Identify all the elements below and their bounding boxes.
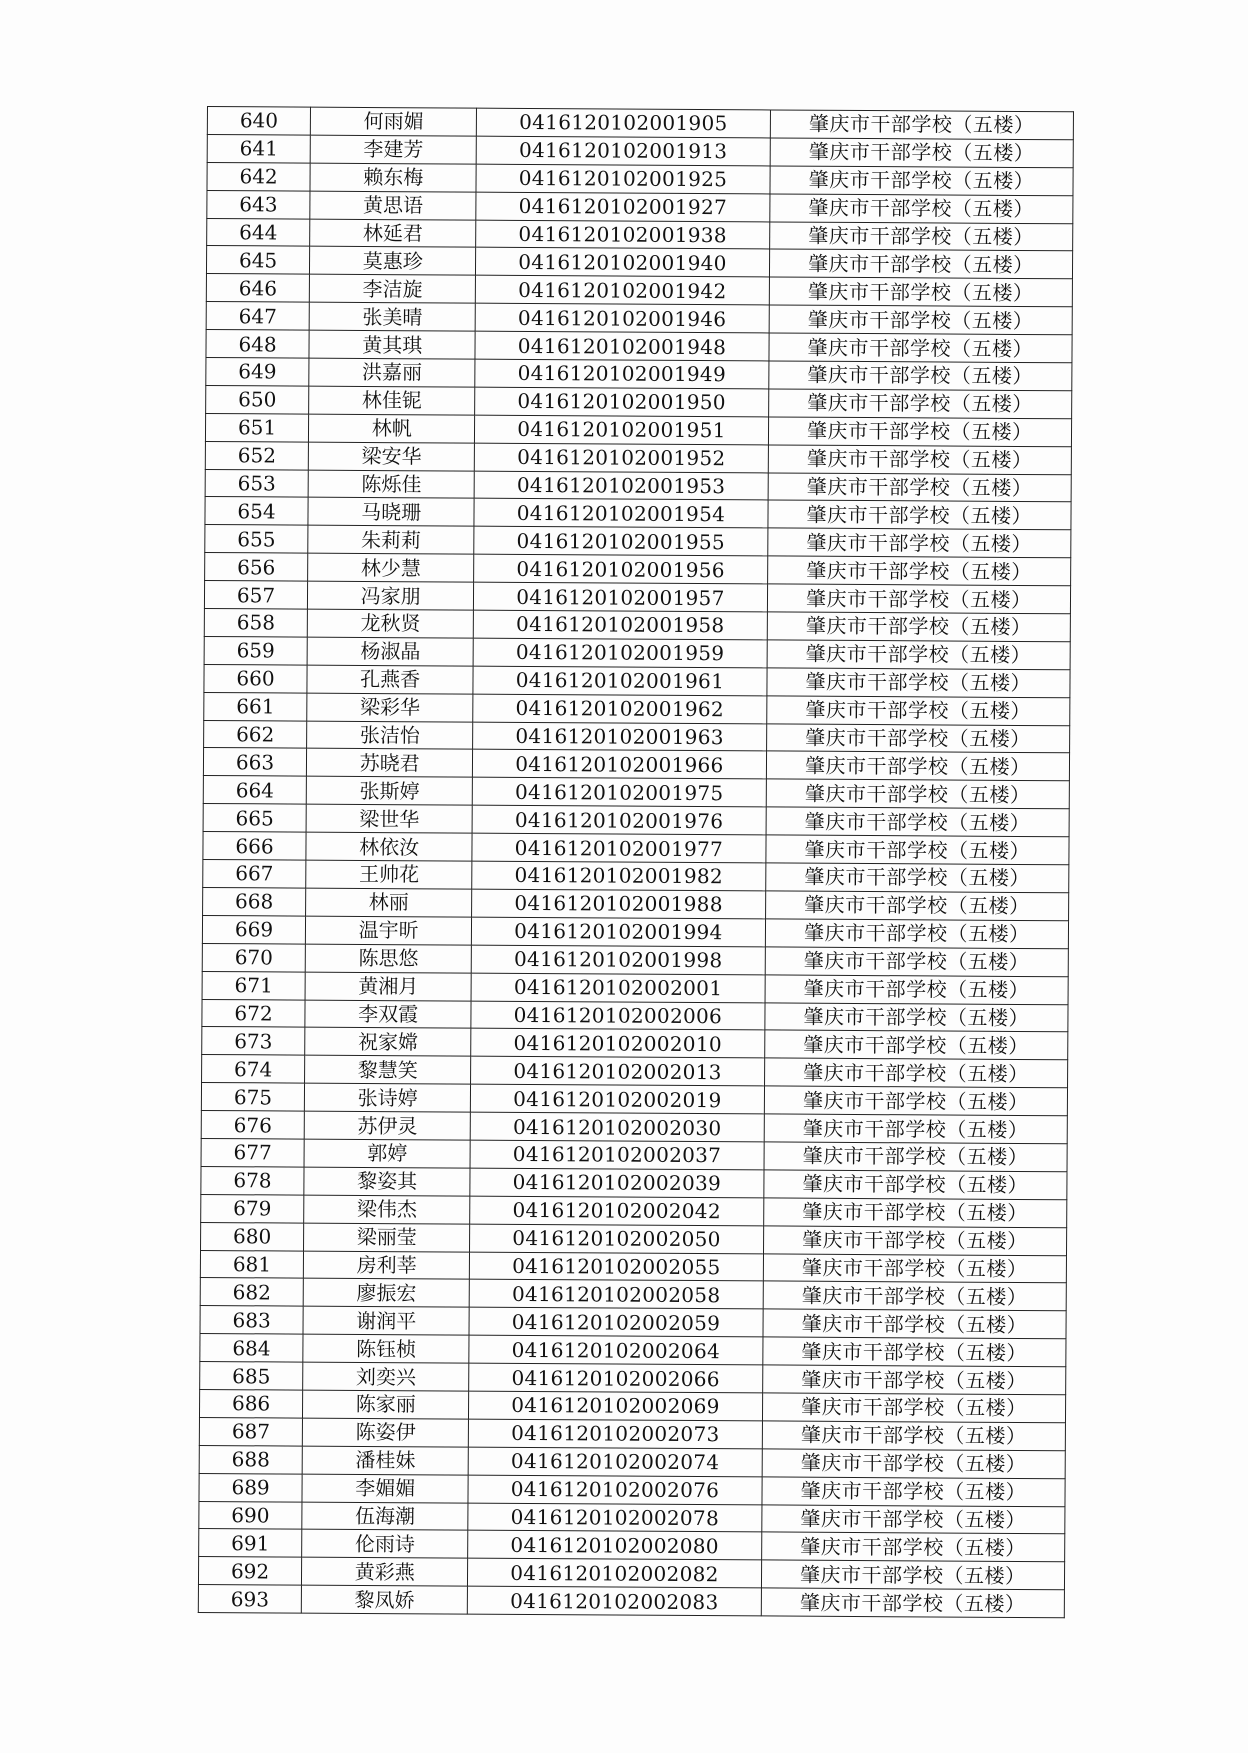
candidate-name: 苏伊灵 — [304, 1111, 470, 1140]
row-number: 674 — [202, 1055, 305, 1084]
exam-venue: 肇庆市干部学校（五楼） — [767, 640, 1071, 670]
admission-ticket-number: 0416120102002039 — [470, 1168, 763, 1198]
candidate-name: 黄思语 — [310, 191, 476, 220]
admission-ticket-number: 0416120102002076 — [468, 1475, 761, 1505]
exam-venue: 肇庆市干部学校（五楼） — [763, 1253, 1067, 1283]
exam-venue: 肇庆市干部学校（五楼） — [767, 556, 1071, 586]
row-number: 656 — [205, 553, 308, 582]
exam-venue: 肇庆市干部学校（五楼） — [766, 724, 1070, 754]
candidate-name: 黄湘月 — [305, 972, 471, 1001]
row-number: 664 — [203, 776, 306, 805]
exam-venue: 肇庆市干部学校（五楼） — [762, 1449, 1066, 1479]
admission-ticket-number: 0416120102001966 — [473, 750, 766, 780]
candidate-name: 张诗婷 — [304, 1083, 470, 1112]
row-number: 672 — [202, 999, 305, 1028]
exam-venue: 肇庆市干部学校（五楼） — [767, 668, 1071, 698]
exam-venue: 肇庆市干部学校（五楼） — [770, 138, 1074, 168]
row-number: 675 — [201, 1083, 304, 1112]
exam-venue: 肇庆市干部学校（五楼） — [769, 249, 1073, 279]
exam-venue: 肇庆市干部学校（五楼） — [767, 528, 1071, 558]
row-number: 683 — [200, 1306, 303, 1335]
exam-venue: 肇庆市干部学校（五楼） — [761, 1504, 1065, 1534]
admission-ticket-number: 0416120102002019 — [471, 1084, 764, 1114]
admission-ticket-number: 0416120102001959 — [473, 638, 766, 668]
candidate-name: 黄其琪 — [309, 330, 475, 359]
row-number: 690 — [199, 1501, 302, 1530]
row-number: 688 — [199, 1445, 302, 1474]
candidate-name: 房利莘 — [303, 1251, 469, 1280]
admission-ticket-number: 0416120102002073 — [469, 1419, 762, 1449]
row-number: 651 — [205, 413, 308, 442]
candidate-name: 谢润平 — [303, 1306, 469, 1335]
candidate-name: 张美晴 — [309, 302, 475, 331]
candidate-name: 陈烁佳 — [308, 470, 474, 499]
admission-ticket-number: 0416120102001994 — [472, 917, 765, 947]
row-number: 682 — [200, 1278, 303, 1307]
candidate-name: 黄彩燕 — [302, 1557, 468, 1586]
row-number: 691 — [199, 1529, 302, 1558]
admission-ticket-number: 0416120102001938 — [476, 220, 769, 250]
candidate-name: 黎慧笑 — [305, 1055, 471, 1084]
admission-ticket-number: 0416120102001988 — [472, 889, 765, 919]
candidate-name: 伍海潮 — [302, 1502, 468, 1531]
candidate-name: 李建芳 — [310, 135, 476, 164]
exam-venue: 肇庆市干部学校（五楼） — [768, 445, 1072, 475]
row-number: 693 — [198, 1585, 301, 1614]
exam-venue: 肇庆市干部学校（五楼） — [765, 947, 1069, 977]
exam-venue: 肇庆市干部学校（五楼） — [764, 1086, 1068, 1116]
admission-ticket-number: 0416120102001963 — [473, 722, 766, 752]
row-number: 645 — [206, 246, 309, 275]
candidate-name: 林延君 — [310, 219, 476, 248]
row-number: 676 — [201, 1111, 304, 1140]
row-number: 661 — [204, 692, 307, 721]
candidate-name: 伦雨诗 — [302, 1530, 468, 1559]
exam-venue: 肇庆市干部学校（五楼） — [769, 333, 1073, 363]
exam-venue: 肇庆市干部学校（五楼） — [765, 919, 1069, 949]
admission-ticket-number: 0416120102002064 — [469, 1335, 762, 1365]
candidate-name: 祝家嫦 — [305, 1028, 471, 1057]
admission-ticket-number: 0416120102002050 — [470, 1224, 763, 1254]
exam-venue: 肇庆市干部学校（五楼） — [762, 1421, 1066, 1451]
candidate-name: 梁安华 — [308, 442, 474, 471]
candidate-name: 梁丽莹 — [304, 1223, 470, 1252]
exam-venue: 肇庆市干部学校（五楼） — [763, 1170, 1067, 1200]
exam-venue: 肇庆市干部学校（五楼） — [762, 1365, 1066, 1395]
row-number: 671 — [202, 971, 305, 1000]
exam-venue: 肇庆市干部学校（五楼） — [764, 1058, 1068, 1088]
admission-ticket-number: 0416120102001977 — [472, 833, 765, 863]
exam-venue: 肇庆市干部学校（五楼） — [769, 194, 1073, 224]
admission-ticket-number: 0416120102001905 — [477, 108, 770, 138]
row-number: 666 — [203, 832, 306, 861]
row-number: 673 — [202, 1027, 305, 1056]
exam-venue: 肇庆市干部学校（五楼） — [769, 305, 1073, 335]
admission-ticket-number: 0416120102002058 — [469, 1280, 762, 1310]
admission-ticket-number: 0416120102001958 — [474, 610, 767, 640]
exam-venue: 肇庆市干部学校（五楼） — [769, 222, 1073, 252]
admission-ticket-number: 0416120102001951 — [475, 415, 768, 445]
row-number: 641 — [207, 134, 310, 163]
admission-ticket-number: 0416120102001955 — [474, 526, 767, 556]
candidate-name: 林依汝 — [306, 832, 472, 861]
exam-venue: 肇庆市干部学校（五楼） — [764, 1114, 1068, 1144]
candidate-name: 苏晓君 — [307, 749, 473, 778]
candidate-name: 黎凤娇 — [301, 1585, 467, 1614]
admission-ticket-number: 0416120102002013 — [471, 1056, 764, 1086]
exam-venue: 肇庆市干部学校（五楼） — [763, 1309, 1067, 1339]
row-number: 655 — [205, 525, 308, 554]
admission-ticket-number: 0416120102002082 — [468, 1558, 761, 1588]
candidate-name: 朱莉莉 — [308, 525, 474, 554]
admission-ticket-number: 0416120102001948 — [475, 331, 768, 361]
admission-ticket-number: 0416120102002055 — [470, 1252, 763, 1282]
candidate-name: 冯家朋 — [308, 581, 474, 610]
exam-venue: 肇庆市干部学校（五楼） — [762, 1393, 1066, 1423]
exam-venue: 肇庆市干部学校（五楼） — [768, 417, 1072, 447]
row-number: 658 — [204, 609, 307, 638]
row-number: 659 — [204, 636, 307, 665]
row-number: 648 — [206, 330, 309, 359]
candidate-name: 王帅花 — [306, 860, 472, 889]
row-number: 692 — [198, 1557, 301, 1586]
admission-ticket-number: 0416120102001953 — [474, 471, 767, 501]
candidate-name: 林丽 — [306, 888, 472, 917]
candidate-name: 杨淑晶 — [307, 637, 473, 666]
row-number: 649 — [206, 358, 309, 387]
exam-venue: 肇庆市干部学校（五楼） — [768, 361, 1072, 391]
row-number: 677 — [201, 1138, 304, 1167]
row-number: 644 — [207, 218, 310, 247]
candidate-name: 林少慧 — [308, 553, 474, 582]
admission-ticket-number: 0416120102002078 — [468, 1503, 761, 1533]
candidate-name: 陈家丽 — [303, 1390, 469, 1419]
row-number: 679 — [201, 1194, 304, 1223]
exam-venue: 肇庆市干部学校（五楼） — [763, 1198, 1067, 1228]
candidate-name: 廖振宏 — [303, 1279, 469, 1308]
admission-ticket-number: 0416120102002066 — [469, 1363, 762, 1393]
candidate-name: 李双霞 — [305, 1000, 471, 1029]
row-number: 646 — [206, 274, 309, 303]
row-number: 686 — [199, 1389, 302, 1418]
row-number: 657 — [204, 581, 307, 610]
admission-ticket-number: 0416120102002069 — [469, 1391, 762, 1421]
row-number: 642 — [207, 162, 310, 191]
row-number: 660 — [204, 664, 307, 693]
exam-venue: 肇庆市干部学校（五楼） — [767, 584, 1071, 614]
table-row — [198, 1585, 1064, 1618]
candidate-name: 梁彩华 — [307, 693, 473, 722]
exam-venue: 肇庆市干部学校（五楼） — [769, 277, 1073, 307]
exam-venue: 肇庆市干部学校（五楼） — [768, 389, 1072, 419]
exam-venue: 肇庆市干部学校（五楼） — [764, 1002, 1068, 1032]
candidate-name: 莫惠珍 — [310, 247, 476, 276]
exam-venue: 肇庆市干部学校（五楼） — [768, 500, 1072, 530]
candidate-name: 温宇昕 — [305, 916, 471, 945]
exam-venue: 肇庆市干部学校（五楼） — [766, 807, 1070, 837]
candidate-name: 林帆 — [309, 414, 475, 443]
admission-ticket-number: 0416120102001946 — [475, 303, 768, 333]
exam-venue: 肇庆市干部学校（五楼） — [763, 1281, 1067, 1311]
candidate-name: 陈思悠 — [305, 944, 471, 973]
admission-ticket-number: 0416120102001949 — [475, 359, 768, 389]
exam-venue: 肇庆市干部学校（五楼） — [766, 835, 1070, 865]
row-number: 665 — [203, 804, 306, 833]
exam-venue: 肇庆市干部学校（五楼） — [766, 751, 1070, 781]
exam-venue: 肇庆市干部学校（五楼） — [762, 1337, 1066, 1367]
row-number: 667 — [203, 860, 306, 889]
row-number: 680 — [201, 1222, 304, 1251]
admission-ticket-number: 0416120102001942 — [476, 275, 769, 305]
exam-venue: 肇庆市干部学校（五楼） — [766, 696, 1070, 726]
row-number: 653 — [205, 469, 308, 498]
exam-venue: 肇庆市干部学校（五楼） — [765, 891, 1069, 921]
exam-venue: 肇庆市干部学校（五楼） — [761, 1560, 1065, 1590]
admission-ticket-number: 0416120102002074 — [468, 1447, 761, 1477]
candidate-name: 潘桂妹 — [302, 1446, 468, 1475]
row-number: 681 — [200, 1250, 303, 1279]
row-number: 643 — [207, 190, 310, 219]
admission-ticket-number: 0416120102001925 — [476, 164, 769, 194]
candidate-name: 何雨媚 — [310, 107, 476, 136]
candidate-name: 黎姿其 — [304, 1167, 470, 1196]
candidate-name: 郭婷 — [304, 1139, 470, 1168]
row-number: 650 — [206, 385, 309, 414]
admission-ticket-number: 0416120102002059 — [469, 1307, 762, 1337]
row-number: 654 — [205, 497, 308, 526]
candidate-name: 李洁旋 — [309, 274, 475, 303]
candidate-name: 李媚媚 — [302, 1474, 468, 1503]
exam-venue: 肇庆市干部学校（五楼） — [767, 612, 1071, 642]
admission-ticket-number: 0416120102001956 — [474, 554, 767, 584]
candidate-name: 赖东梅 — [310, 163, 476, 192]
row-number: 689 — [199, 1473, 302, 1502]
admission-ticket-number: 0416120102001913 — [476, 136, 769, 166]
row-number: 685 — [200, 1362, 303, 1391]
admission-ticket-number: 0416120102001976 — [472, 805, 765, 835]
candidate-name: 陈姿伊 — [302, 1418, 468, 1447]
admission-ticket-number: 0416120102002037 — [470, 1140, 763, 1170]
row-number: 662 — [204, 720, 307, 749]
admission-ticket-number: 0416120102001957 — [474, 582, 767, 612]
admission-ticket-number: 0416120102001927 — [476, 192, 769, 222]
exam-venue: 肇庆市干部学校（五楼） — [766, 779, 1070, 809]
admission-ticket-number: 0416120102001998 — [472, 945, 765, 975]
admission-ticket-number: 0416120102002030 — [470, 1112, 763, 1142]
admission-ticket-number: 0416120102002042 — [470, 1196, 763, 1226]
candidate-name: 张斯婷 — [306, 776, 472, 805]
candidate-name: 陈钰桢 — [303, 1334, 469, 1363]
admission-ticket-number: 0416120102002083 — [468, 1586, 761, 1616]
candidate-name: 龙秋贤 — [307, 609, 473, 638]
candidate-roster-table — [198, 106, 1074, 1618]
candidate-name: 梁伟杰 — [304, 1195, 470, 1224]
candidate-name: 张洁怡 — [307, 721, 473, 750]
admission-ticket-number: 0416120102001975 — [473, 778, 766, 808]
exam-venue: 肇庆市干部学校（五楼） — [763, 1226, 1067, 1256]
row-number: 663 — [203, 748, 306, 777]
row-number: 647 — [206, 302, 309, 331]
row-number: 652 — [205, 441, 308, 470]
exam-venue: 肇庆市干部学校（五楼） — [761, 1588, 1065, 1618]
row-number: 687 — [199, 1417, 302, 1446]
exam-venue: 肇庆市干部学校（五楼） — [764, 1030, 1068, 1060]
exam-venue: 肇庆市干部学校（五楼） — [764, 1142, 1068, 1172]
candidate-name: 刘奕兴 — [303, 1362, 469, 1391]
exam-venue: 肇庆市干部学校（五楼） — [765, 975, 1069, 1005]
exam-venue: 肇庆市干部学校（五楼） — [765, 863, 1069, 893]
roster-body — [198, 107, 1073, 1618]
row-number: 669 — [202, 915, 305, 944]
admission-ticket-number: 0416120102001950 — [475, 387, 768, 417]
row-number: 670 — [202, 943, 305, 972]
admission-ticket-number: 0416120102001961 — [473, 666, 766, 696]
exam-venue: 肇庆市干部学校（五楼） — [762, 1477, 1066, 1507]
admission-ticket-number: 0416120102001952 — [475, 443, 768, 473]
candidate-name: 洪嘉丽 — [309, 358, 475, 387]
row-number: 640 — [207, 107, 310, 136]
admission-ticket-number: 0416120102001954 — [474, 499, 767, 529]
row-number: 684 — [200, 1334, 303, 1363]
exam-venue: 肇庆市干部学校（五楼） — [768, 473, 1072, 503]
candidate-name: 林佳铌 — [309, 386, 475, 415]
exam-venue: 肇庆市干部学校（五楼） — [761, 1532, 1065, 1562]
exam-venue: 肇庆市干部学校（五楼） — [770, 166, 1074, 196]
admission-ticket-number: 0416120102002001 — [471, 973, 764, 1003]
row-number: 668 — [203, 887, 306, 916]
admission-ticket-number: 0416120102001962 — [473, 694, 766, 724]
exam-venue: 肇庆市干部学校（五楼） — [770, 110, 1074, 140]
admission-ticket-number: 0416120102002080 — [468, 1531, 761, 1561]
admission-ticket-number: 0416120102001982 — [472, 861, 765, 891]
admission-ticket-number: 0416120102002006 — [471, 1001, 764, 1031]
row-number: 678 — [201, 1166, 304, 1195]
candidate-name: 梁世华 — [306, 804, 472, 833]
candidate-name: 马晓珊 — [308, 498, 474, 527]
admission-ticket-number: 0416120102002010 — [471, 1029, 764, 1059]
candidate-name: 孔燕香 — [307, 665, 473, 694]
admission-ticket-number: 0416120102001940 — [476, 248, 769, 278]
